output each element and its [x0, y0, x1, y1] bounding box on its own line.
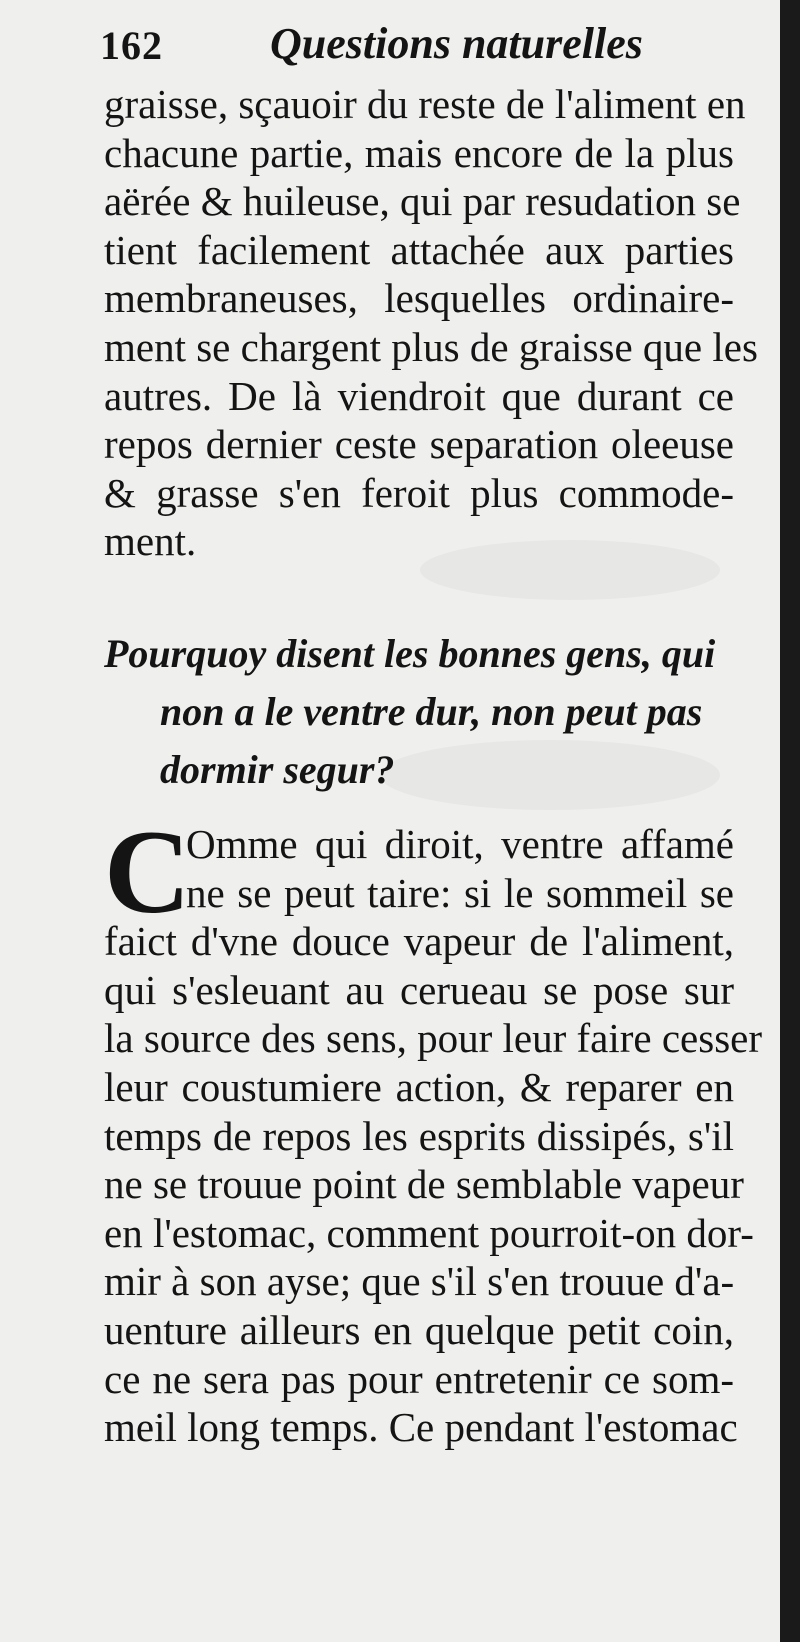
- text-line: mir à son ayse; que s'il s'en trouue d'a-: [104, 1258, 735, 1305]
- text-line: membraneuses, lesquelles ordinaire-: [104, 275, 734, 322]
- heading-line: non a le ventre dur, non peut pas: [160, 689, 703, 734]
- text-line: faict d'vne douce vapeur de l'aliment,: [104, 918, 734, 965]
- page-header: [100, 14, 740, 74]
- text-line: tient facilement attachée aux parties: [104, 226, 734, 273]
- text-line: Omme qui diroit, ventre affamé: [186, 821, 734, 867]
- text-line: ce ne sera pas pour entretenir ce som-: [104, 1355, 734, 1402]
- paragraph-continued: [104, 80, 758, 566]
- text-line: meil long temps. Ce pendant l'estomac: [104, 1404, 738, 1451]
- text-line: uenture ailleurs en quelque petit coin,: [104, 1306, 734, 1353]
- question-heading: [104, 625, 744, 799]
- text-line: graisse, sçauoir du reste de l'aliment en: [104, 81, 746, 127]
- text-line: ne se peut taire: si le sommeil se: [186, 869, 734, 916]
- text-line: repos dernier ceste separation oleeuse: [104, 421, 734, 468]
- text-line: ne se trouue point de semblable vapeur: [104, 1161, 744, 1208]
- text-line: chacune partie, mais encore de la plus: [104, 129, 734, 176]
- text-line: leur coustumiere action, & reparer en: [104, 1063, 734, 1110]
- heading-line: Pourquoy disent les bonnes gens, qui: [104, 631, 716, 676]
- text-line: ment.: [104, 518, 197, 565]
- text-line: ment se chargent plus de graisse que les: [104, 323, 758, 370]
- text-line: en l'estomac, comment pourroit-on dor-: [104, 1209, 754, 1256]
- text-line: qui s'esleuant au cerueau se pose sur: [104, 966, 734, 1013]
- text-line: la source des sens, pour leur faire cesser: [104, 1015, 763, 1062]
- running-title: Questions naturelles: [270, 19, 643, 68]
- drop-cap: C: [104, 805, 191, 938]
- heading-line: dormir segur?: [160, 747, 395, 792]
- text-line: aërée & huileuse, qui par resudation se: [104, 178, 741, 225]
- text-line: autres. De là viendroit que durant ce: [104, 372, 734, 419]
- text-line: & grasse s'en feroit plus commode-: [104, 469, 734, 516]
- text-line: temps de repos les esprits dissipés, s'il: [104, 1112, 734, 1159]
- page-number: 162: [100, 23, 163, 68]
- answer-paragraph: [104, 805, 763, 1452]
